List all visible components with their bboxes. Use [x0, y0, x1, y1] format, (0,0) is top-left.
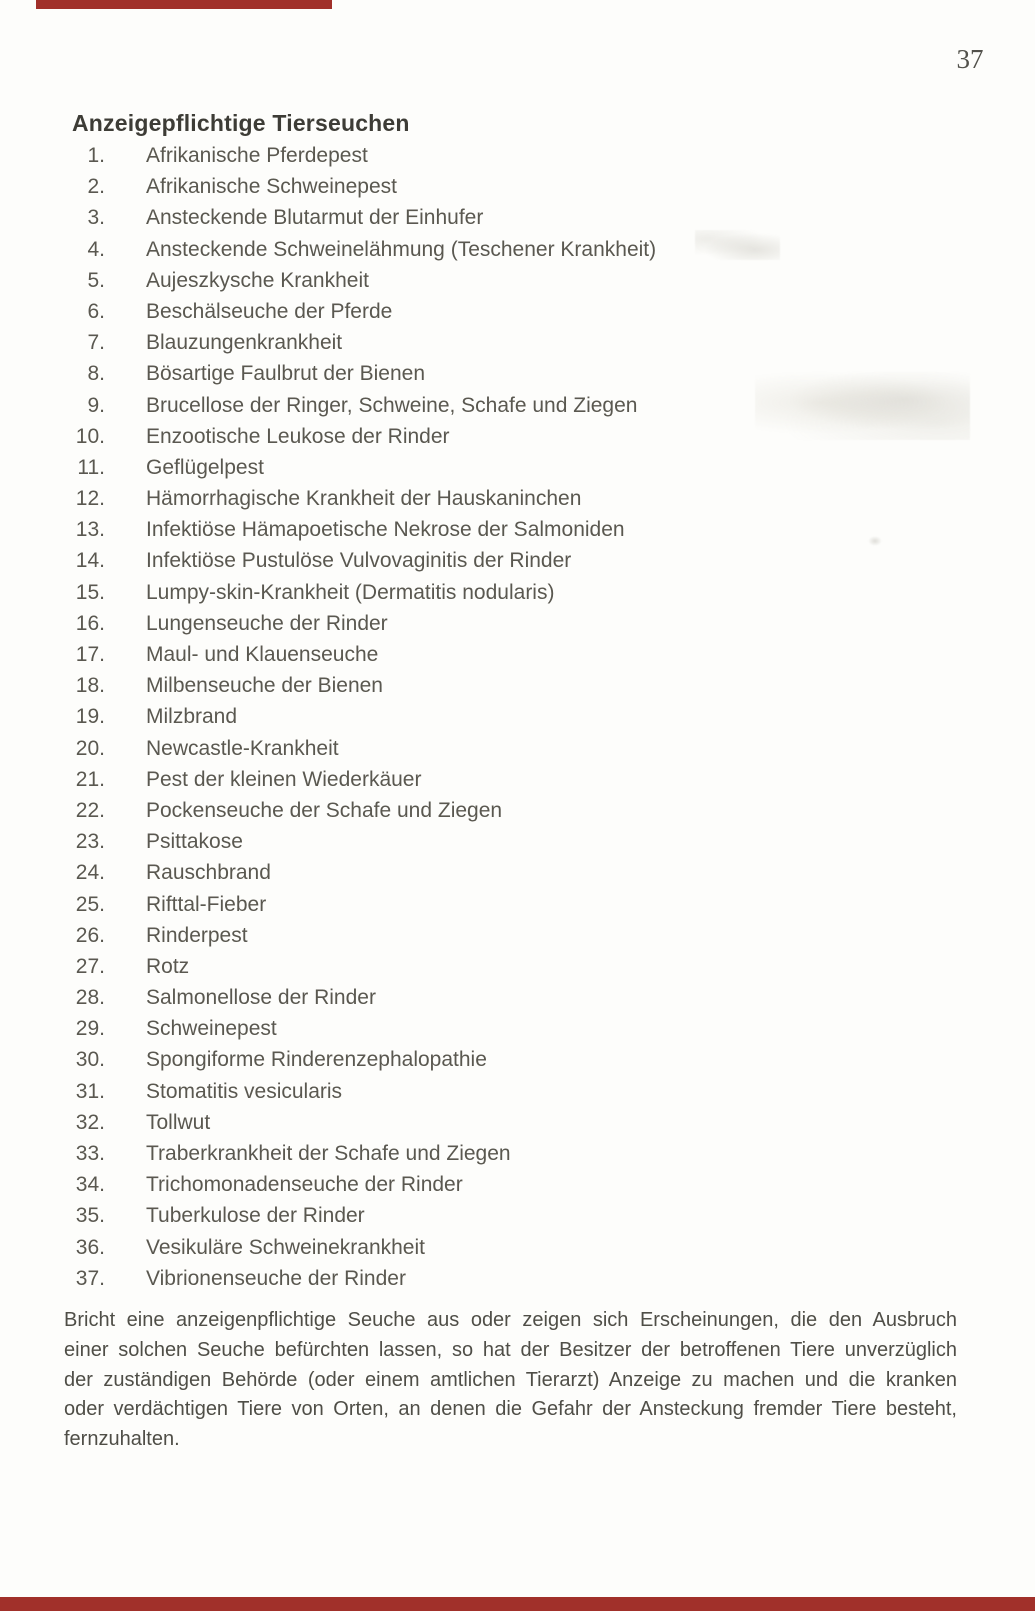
paragraph-line: Bricht eine anzeigenpflichtige Seuche aus oder zeigen sich Erscheinungen, die den Ausbruch	[64, 1309, 957, 1331]
list-item-number: 18.	[75, 674, 105, 698]
list-item-label: Ansteckende Blutarmut der Einhufer	[146, 206, 484, 230]
list-item	[72, 799, 972, 830]
list-item	[72, 612, 972, 643]
list-item-number: 9.	[87, 393, 105, 417]
list-item	[72, 924, 972, 955]
page-content	[72, 110, 972, 1298]
list-item-number: 33.	[75, 1142, 105, 1165]
list-item-label: Aujeszkysche Krankheit	[146, 268, 369, 292]
list-item-number: 3.	[87, 206, 105, 230]
list-item-label: Spongiforme Rinderenzephalopathie	[146, 1048, 487, 1072]
list-item-number: 36.	[75, 1235, 105, 1259]
list-item-number: 17.	[75, 643, 105, 666]
list-item-number: 25.	[75, 892, 105, 916]
list-item	[72, 861, 972, 892]
list-item-label: Infektiöse Pustulöse Vulvovaginitis der Rinder	[146, 549, 572, 573]
list-item-label: Stomatitis vesicularis	[146, 1079, 343, 1103]
paragraph-line: fernzuhalten.	[64, 1428, 180, 1451]
list-item-number: 14.	[75, 549, 105, 573]
list-item-label: Lungenseuche der Rinder	[146, 611, 388, 635]
list-item	[72, 175, 972, 206]
list-item-label: Milzbrand	[146, 705, 238, 729]
list-item-label: Vibrionenseuche der Rinder	[146, 1266, 406, 1290]
list-item	[72, 425, 972, 456]
list-item-number: 27.	[75, 954, 105, 978]
list-item-number: 15.	[75, 580, 105, 604]
list-item-label: Rotz	[146, 954, 190, 978]
list-item	[72, 705, 972, 736]
disease-list	[72, 144, 972, 1298]
list-item-label: Hämorrhagische Krankheit der Hauskaninchen	[146, 487, 582, 511]
list-item	[72, 206, 972, 237]
list-item-label: Brucellose der Ringer, Schweine, Schafe und Ziegen	[146, 393, 638, 417]
list-item-label: Newcastle-Krankheit	[146, 736, 339, 760]
list-item-label: Geflügelpest	[146, 455, 264, 479]
list-item-label: Blauzungenkrankheit	[146, 331, 343, 355]
list-item-label: Afrikanische Schweinepest	[146, 175, 397, 199]
list-item	[72, 549, 972, 580]
list-item	[72, 1204, 972, 1235]
list-item-number: 11.	[77, 455, 105, 479]
list-item-number: 21.	[75, 767, 105, 791]
list-item-label: Rifttal-Fieber	[146, 892, 267, 916]
list-item-label: Beschälseuche der Pferde	[146, 299, 393, 323]
list-item-number: 12.	[75, 487, 105, 511]
list-item-label: Maul- und Klauenseuche	[146, 643, 379, 666]
list-item-number: 31.	[75, 1079, 105, 1103]
page-number: 37	[956, 44, 984, 74]
list-item-number: 19.	[75, 705, 105, 729]
list-item-label: Tuberkulose der Rinder	[146, 1204, 365, 1228]
notification-paragraph	[64, 1306, 957, 1455]
list-item	[72, 643, 972, 674]
list-item-number: 29.	[75, 1017, 105, 1041]
list-item	[72, 487, 972, 518]
list-item	[72, 1236, 972, 1267]
list-item-number: 30.	[75, 1048, 105, 1072]
list-item	[72, 768, 972, 799]
list-item	[72, 238, 972, 269]
list-item-label: Bösartige Faulbrut der Bienen	[146, 362, 425, 386]
list-item	[72, 737, 972, 768]
list-item-label: Pest der kleinen Wiederkäuer	[146, 767, 422, 791]
list-item-number: 22.	[75, 798, 105, 822]
list-item-number: 37.	[75, 1266, 105, 1290]
list-item-number: 26.	[75, 923, 105, 947]
list-item	[72, 362, 972, 393]
list-item-number: 7.	[87, 331, 105, 355]
list-item-number: 5.	[87, 268, 105, 292]
list-item	[72, 830, 972, 861]
list-item	[72, 986, 972, 1017]
list-item	[72, 1080, 972, 1111]
list-item-label: Rauschbrand	[146, 861, 271, 885]
list-item-label: Trichomonadenseuche der Rinder	[146, 1173, 463, 1197]
list-item-label: Enzootische Leukose der Rinder	[146, 424, 450, 448]
list-item	[72, 1142, 972, 1173]
list-item-number: 32.	[75, 1110, 105, 1134]
list-item-number: 4.	[87, 237, 105, 261]
red-edge-bar-top	[36, 0, 332, 9]
list-item	[72, 1111, 972, 1142]
paragraph-line: der zuständigen Behörde (oder einem amtlichen Tierarzt) Anzeige zu machen und die kranken	[64, 1368, 957, 1391]
list-item	[72, 674, 972, 705]
list-item-number: 23.	[75, 830, 105, 854]
list-item-number: 24.	[75, 861, 105, 885]
list-item	[72, 394, 972, 425]
page-title: Anzeigepflichtige Tierseuchen	[72, 110, 410, 136]
list-item-label: Schweinepest	[146, 1017, 277, 1041]
list-item	[72, 955, 972, 986]
paragraph-line: einer solchen Seuche befürchten lassen, so hat der Besitzer der betroffenen Tiere unverzüglich	[64, 1338, 957, 1361]
list-item-number: 35.	[75, 1204, 105, 1228]
list-item-number: 13.	[75, 518, 105, 542]
list-item	[72, 1017, 972, 1048]
list-item-number: 20.	[75, 736, 105, 760]
paragraph-line: oder verdächtigen Tiere von Orten, an denen die Gefahr der Ansteckung fremder Tiere besteht,	[64, 1398, 957, 1421]
list-item	[72, 456, 972, 487]
list-item-number: 10.	[75, 424, 105, 448]
list-item	[72, 331, 972, 362]
list-item-label: Psittakose	[146, 830, 243, 854]
red-edge-bar-bottom	[0, 1597, 1035, 1611]
list-item-label: Tollwut	[146, 1110, 211, 1134]
list-item-number: 16.	[75, 611, 105, 635]
list-item-number: 6.	[87, 299, 105, 323]
list-item-number: 34.	[75, 1173, 105, 1197]
list-item-label: Pockenseuche der Schafe und Ziegen	[146, 798, 503, 822]
list-item-label: Vesikuläre Schweinekrankheit	[146, 1235, 425, 1259]
list-item	[72, 300, 972, 331]
list-item	[72, 581, 972, 612]
list-item-number: 2.	[87, 175, 105, 199]
list-item	[72, 1048, 972, 1079]
list-item	[72, 144, 972, 175]
list-item-label: Salmonellose der Rinder	[146, 986, 376, 1010]
list-item	[72, 518, 972, 549]
list-item	[72, 893, 972, 924]
list-item-label: Afrikanische Pferdepest	[146, 144, 368, 167]
list-item-label: Rinderpest	[146, 923, 248, 947]
list-item-number: 1.	[87, 144, 105, 167]
list-item-label: Lumpy-skin-Krankheit (Dermatitis nodularis)	[146, 580, 555, 604]
list-item-label: Traberkrankheit der Schafe und Ziegen	[146, 1142, 511, 1165]
list-item	[72, 1267, 972, 1298]
list-item-label: Milbenseuche der Bienen	[146, 674, 383, 698]
list-item	[72, 1173, 972, 1204]
list-item-number: 8.	[87, 362, 105, 386]
list-item-number: 28.	[75, 986, 105, 1010]
list-item	[72, 269, 972, 300]
list-item-label: Ansteckende Schweinelähmung (Teschener Krankheit)	[146, 237, 657, 261]
list-item-label: Infektiöse Hämapoetische Nekrose der Salmoniden	[146, 518, 625, 542]
